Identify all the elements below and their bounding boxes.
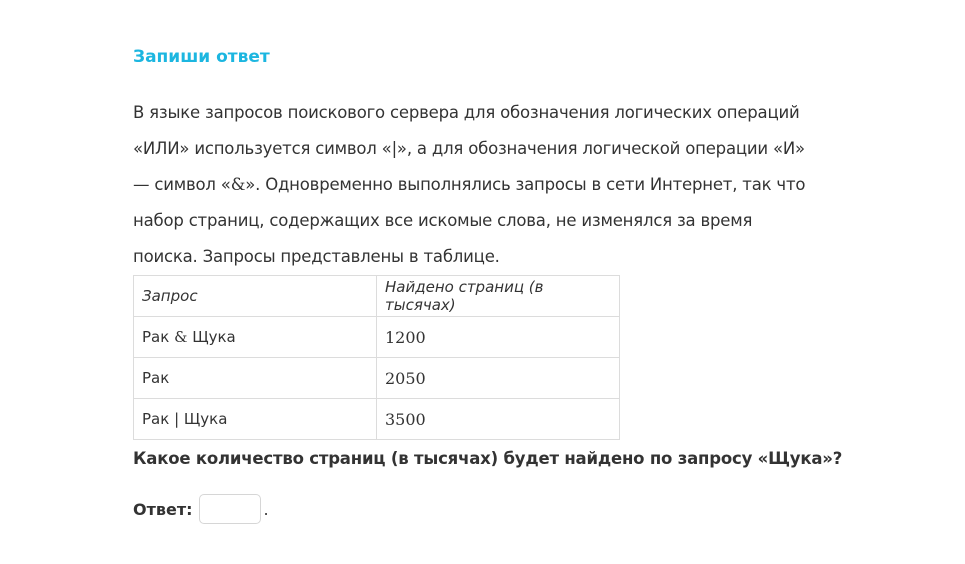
answer-suffix: . bbox=[263, 499, 269, 519]
table-row bbox=[134, 399, 620, 440]
pages-cell: 2050 bbox=[377, 358, 620, 399]
statement-line-3-start: — символ « bbox=[133, 175, 231, 194]
question-text: Какое количество страниц (в тысячах) будет найдено по запросу «Щука»? bbox=[133, 449, 843, 468]
statement-line-1: В языке запросов поискового сервера для обозначения логических операций bbox=[133, 103, 800, 122]
pages-cell: 1200 bbox=[377, 317, 620, 358]
answer-row bbox=[133, 494, 833, 524]
statement-line-3 bbox=[133, 167, 833, 203]
task-card bbox=[133, 44, 843, 524]
pages-cell: 3500 bbox=[377, 399, 620, 440]
statement-line-2: «ИЛИ» используется символ «|», а для обозначения логической операции «И» bbox=[133, 139, 805, 158]
table-row bbox=[134, 358, 620, 399]
statement-line-5: поиска. Запросы представлены в таблице. bbox=[133, 247, 500, 266]
ampersand-symbol: & bbox=[230, 175, 246, 194]
statement-line-3-end: ». Одновременно выполнялись запросы в сети Интернет, так что bbox=[245, 175, 806, 194]
query-term-a: Рак bbox=[142, 328, 175, 346]
header-query: Запрос bbox=[134, 276, 377, 317]
query-cell bbox=[134, 317, 377, 358]
query-cell: Рак | Щука bbox=[134, 399, 377, 440]
ampersand-symbol: & bbox=[174, 328, 188, 346]
answer-input[interactable] bbox=[199, 494, 261, 524]
task-title: Запиши ответ bbox=[133, 47, 270, 67]
query-term-b: Щука bbox=[187, 328, 236, 346]
task-statement bbox=[133, 95, 833, 275]
statement-line-4: набор страниц, содержащих все искомые слова, не изменялся за время bbox=[133, 211, 753, 230]
answer-label: Ответ: bbox=[133, 499, 193, 519]
header-pages: Найдено страниц (в тысячах) bbox=[377, 276, 620, 317]
table-row bbox=[134, 317, 620, 358]
query-cell: Рак bbox=[134, 358, 377, 399]
queries-table bbox=[133, 275, 620, 440]
table-header-row bbox=[134, 276, 620, 317]
